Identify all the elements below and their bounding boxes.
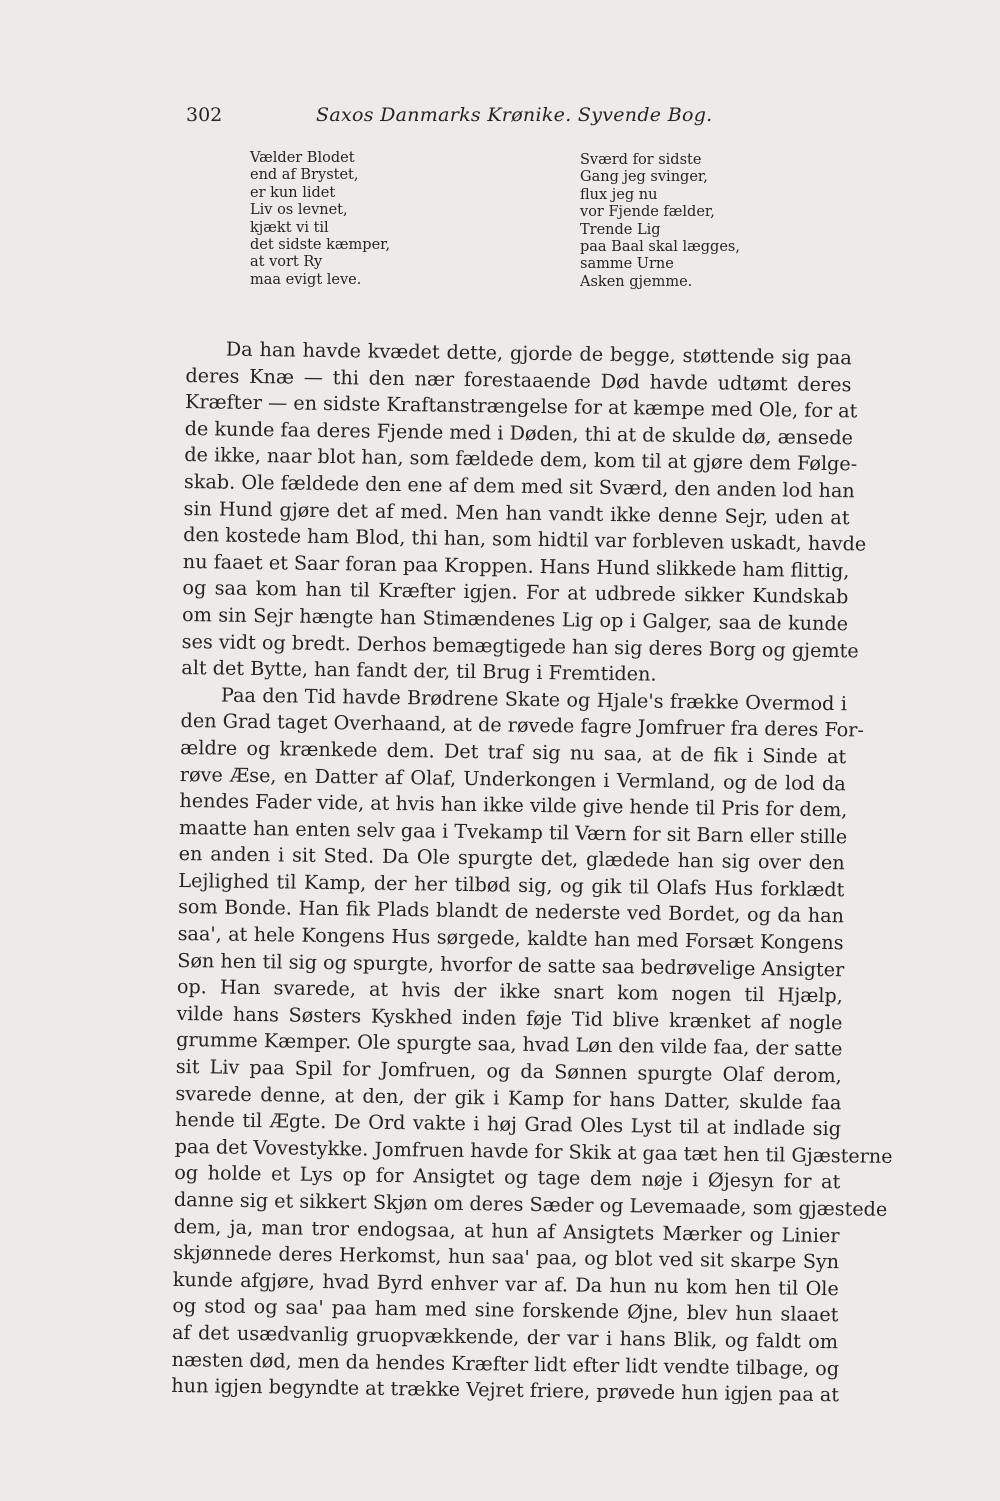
text-line: alt det Bytte, han fandt der, til Brug i Fremtiden.: [181, 656, 657, 686]
text-line: røve Æse, en Datter af Olaf, Underkongen i Vermland, og de lod da: [179, 762, 846, 795]
text-line: den Grad taget Overhaand, at de røvede fagre Jomfruer fra deres For-: [180, 709, 865, 742]
text-line: og stod og saa' paa ham med sine forskende Øjne, blev hun slaaet: [172, 1294, 839, 1327]
text-line: svarede denne, at den, der gik i Kamp for hans Datter, skulde faa: [175, 1081, 842, 1114]
text-line: næsten død, men da hendes Kræfter lidt efter lidt vendte tilbage, og: [171, 1347, 840, 1380]
poem-line: Vælder Blodet: [250, 150, 355, 166]
text-line: og holde et Lys op for Ansigtet og tage dem nøje i Øjesyn for at: [174, 1161, 841, 1194]
poem-right-column: [580, 152, 740, 291]
text-line: den kostede ham Blod, thi han, som hidtil var forbleven uskadt, havde: [183, 523, 867, 556]
text-line: maatte han enten selv gaa i Tvekamp til Værn for sit Barn eller stille: [178, 815, 848, 848]
text-line: dem, ja, man tror endogsaa, at hun af Ansigtets Mærker og Linier: [173, 1214, 840, 1247]
text-line: Kræfter — en sidste Kraftanstrængelse for at kæmpe med Ole, for at: [184, 390, 858, 423]
text-line: ses vidt og bredt. Derhos bemægtigede han sig deres Borg og gjemte: [181, 629, 859, 662]
text-line: sin Hund gjøre det af med. Men han vandt ikke denne Sejr, uden at: [183, 496, 850, 529]
text-line: som Bonde. Han fik Plads blandt de nederste ved Bordet, og da han: [177, 895, 845, 928]
text-line: op. Han svarede, at hvis der ikke snart kom nogen til Hjælp,: [176, 975, 844, 1008]
text-line: danne sig et sikkert Skjøn om deres Sæder og Levemaade, som gjæstede: [173, 1187, 888, 1221]
text-line: Lejlighed til Kamp, der her tilbød sig, og gik til Olafs Hus forklædt: [178, 868, 845, 902]
text-line: grumme Kæmper. Ole spurgte saa, hvad Løn den vilde faa, der satte: [176, 1028, 843, 1061]
poem-line: er kun lidet: [250, 184, 336, 201]
text-line: af det usædvanlig gruopvækkende, der var i hans Blik, og faldt om: [171, 1320, 839, 1354]
text-line: de kunde faa deres Fjende med i Døden, thi at de skulde dø, ænsede: [184, 416, 854, 450]
text-line: hun igjen begyndte at trække Vejret friere, prøvede hun igjen paa at: [171, 1374, 840, 1407]
text-line: en anden i sit Sted. Da Ole spurgte det, glædede han sig over den: [178, 842, 845, 875]
poem-line: maa evigt leve.: [250, 271, 362, 288]
text-line: paa det Vovestykke. Jomfruen havde for Skik at gaa tæt hen til Gjæsterne: [174, 1134, 893, 1168]
poem-line: at vort Ry: [250, 254, 323, 271]
text-line: de ikke, naar blot han, som fældede dem, kom til at gjøre dem Følge-: [184, 443, 858, 476]
text-line: Søn hen til sig og spurgte, hvorfor de satte saa bedrøvelige Ansigter: [177, 948, 845, 981]
text-line: nu faaet et Saar foran paa Kroppen. Hans Hund slikkede ham flittig,: [182, 549, 850, 583]
body-text: [171, 336, 893, 1409]
text-line: deres Knæ — thi den nær forestaaende Død havde udtømt deres: [185, 363, 852, 396]
page-number: 302: [186, 104, 223, 126]
poem-line: kjækt vi til: [250, 219, 329, 236]
poem-left-column: [250, 150, 390, 289]
text-line: skab. Ole fældede den ene af dem med sit Sværd, den anden lod han: [183, 469, 855, 503]
poem-line: Asken gjemme.: [580, 273, 693, 290]
text-line: Paa den Tid havde Brødrene Skate og Hjale's frække Overmod i: [220, 683, 848, 715]
poem-line: det sidste kæmper,: [250, 237, 391, 254]
text-line: hendes Fader vide, at hvis han ikke vilde give hende til Pris for dem,: [179, 789, 848, 822]
text-line: sit Liv paa Spil for Jomfruen, og da Sønnen spurgte Olaf derom,: [175, 1054, 842, 1088]
running-title: Saxos Danmarks Krønike. Syvende Bog.: [316, 104, 713, 126]
poem-line: paa Baal skal lægges,: [580, 239, 740, 256]
poem-line: end af Brystet,: [250, 167, 359, 184]
text-line: kunde afgjøre, hvad Byrd enhver var af. Da hun nu kom hen til Ole: [172, 1267, 839, 1300]
text-line: hende til Ægte. De Ord vakte i høj Grad Oles Lyst til at indlade sig: [174, 1108, 842, 1141]
text-line: vilde hans Søsters Kyskhed inden føje Tid blive krænket af nogle: [176, 1001, 843, 1035]
poem-line: samme Urne: [580, 256, 674, 273]
text-line: og saa kom han til Kræfter igjen. For at udbrede sikker Kundskab: [182, 576, 849, 609]
poem-line: Trende Lig: [580, 221, 661, 238]
text-line: om sin Sejr hængte han Stimændenes Lig op i Galger, saa de kunde: [181, 602, 849, 636]
poem-line: Sværd for sidste: [580, 152, 702, 168]
text-line: ældre og krænkede dem. Det traf sig nu saa, at de fik i Sinde at: [180, 735, 847, 769]
poem-line: flux jeg nu: [580, 186, 658, 203]
text-line: saa', at hele Kongens Hus sørgede, kaldte han med Forsæt Kongens: [177, 922, 844, 955]
text-line: skjønnede deres Herkomst, hun saa' paa, og blot ved sit skarpe Syn: [173, 1241, 840, 1274]
poem-line: Gang jeg svinger,: [580, 169, 708, 186]
text-line: Da han havde kvædet dette, gjorde de begge, støttende sig paa: [225, 337, 852, 370]
poem-line: Liv os levnet,: [250, 202, 348, 219]
poem-line: vor Fjende fælder,: [580, 204, 715, 221]
